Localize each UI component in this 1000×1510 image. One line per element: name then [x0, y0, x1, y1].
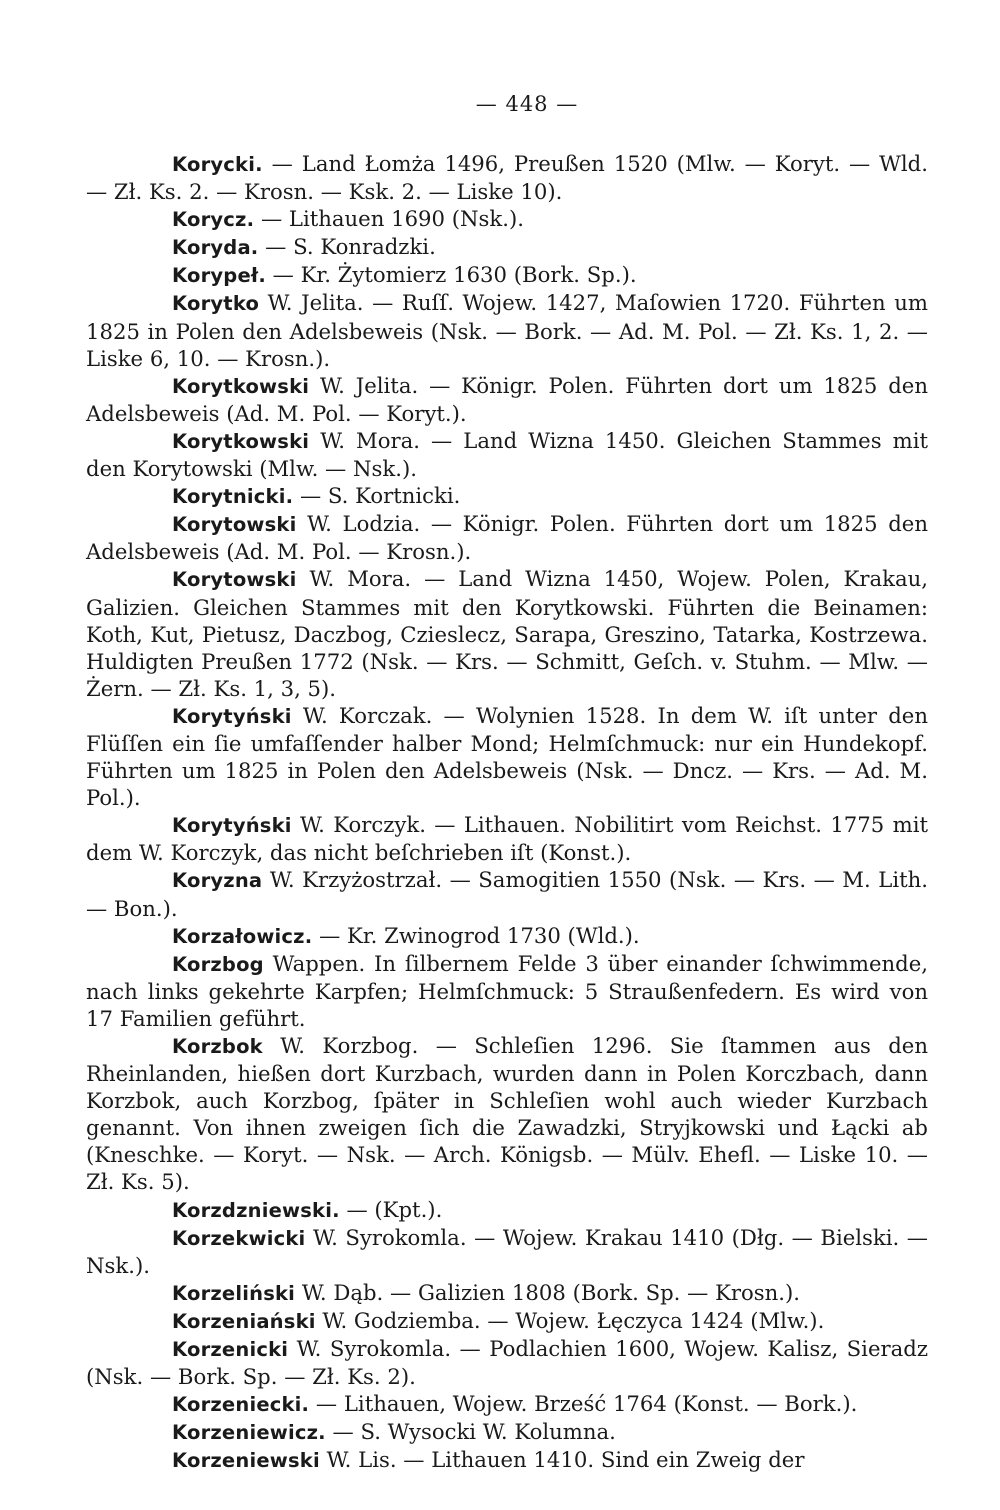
- entry-text: Wappen. In ſilbernem Felde 3 über einander ſchwimmende, nach links gekehrte Karpfen; Helmſchmuck: 5 Straußenfedern. Es wird von 17 Familien geführt.: [86, 950, 928, 1031]
- entry-headword: Korytyński: [172, 814, 292, 838]
- entry-headword: Korytowski: [172, 513, 297, 537]
- entry-headword: Korzałowicz.: [172, 924, 313, 948]
- entry-headword: Korzdzniewski.: [172, 1198, 340, 1222]
- entry-headword: Korzbog: [172, 952, 264, 976]
- entry: [86, 482, 928, 510]
- entry-text: — Land Łomża 1496, Preußen 1520 (Mlw. — Koryt. — Wld. — Zł. Ks. 2. — Krosn. — Ksk. 2. — Liske 10).: [86, 151, 928, 205]
- entry: [86, 205, 928, 233]
- entry-text: W. Mora. — Land Wizna 1450. Gleichen Stammes mit den Korytowski (Mlw. — Nsk.).: [86, 427, 928, 482]
- entry: [86, 1279, 928, 1307]
- entry: [86, 372, 928, 427]
- entry-text: — S. Wysocki W. Kolumna.: [332, 1419, 616, 1445]
- entry: [86, 1224, 928, 1279]
- entry-headword: Korzbok: [172, 1035, 263, 1058]
- entry: [86, 261, 928, 289]
- entry: [86, 233, 928, 261]
- entry-text: W. Godziemba. — Wojew. Łęczyca 1424 (Mlw.).: [322, 1307, 825, 1333]
- entry: [86, 866, 928, 921]
- entry: [86, 1335, 928, 1390]
- entry-headword: Korytowski: [172, 568, 297, 592]
- entry: [86, 427, 928, 482]
- entry-headword: Korzekwicki: [172, 1226, 306, 1250]
- entry: [86, 1032, 928, 1196]
- entry-headword: Koryzna: [172, 869, 263, 893]
- entry-text: — Kr. Żytomierz 1630 (Bork. Sp.).: [272, 262, 637, 288]
- entry-headword: Korytyński: [172, 704, 292, 728]
- entry-text: W. Syrokomla. — Podlachien 1600, Wojew. Kalisz, Sieradz (Nsk. — Bork. Sp. — Zł. Ks. 2).: [86, 1336, 928, 1390]
- entry-text: — Lithauen, Wojew. Brześć 1764 (Konst. — Bork.).: [315, 1391, 858, 1417]
- entry-text: W. Dąb. — Galizien 1808 (Bork. Sp. — Krosn.).: [301, 1279, 801, 1305]
- entry-text: — Kr. Zwinogrod 1730 (Wld.).: [319, 922, 640, 948]
- entry-text: W. Lis. — Lithauen 1410. Sind ein Zweig der: [326, 1447, 805, 1473]
- entry: [86, 289, 928, 371]
- entry-text: W. Syrokomla. — Wojew. Krakau 1410 (Dłg. — Bielski. — Nsk.).: [86, 1224, 928, 1278]
- entry-text: W. Krzyżostrzał. — Samogitien 1550 (Nsk. — Krs. — M. Lith. — Bon.).: [86, 867, 928, 921]
- entry-headword: Korzeniański: [172, 1309, 316, 1333]
- entry: [86, 510, 928, 565]
- entry-headword: Korzeniecki.: [172, 1393, 310, 1417]
- entry-headword: Korytnicki.: [172, 485, 294, 509]
- entry-headword: Koryda.: [172, 236, 259, 260]
- entry-headword: Korzeniewicz.: [172, 1421, 326, 1445]
- entries-list: [86, 150, 928, 1475]
- entry-headword: Korytko: [172, 292, 260, 316]
- entry: [86, 150, 928, 205]
- entry: [86, 565, 928, 701]
- entry-headword: Korzeniewski: [172, 1449, 320, 1473]
- entry-text: W. Korzbog. — Schleſien 1296. Sie ſtammen aus den Rheinlanden, hießen dort Kurzbach, wurden dann in Polen Korczbach, dann Korzbok, auch Korzbog, ſpäter in Schleſien wohl auch wieder Kurzbach genannt. Von ihnen zweigen ſich die Zawadzki, Stryjkowski und Łącki ab (Kneschke. — Koryt. — Nsk. — Arch. Königsb. — Mülv. Ehefl. — Liske 10. — Zł. Ks. 5).: [86, 1033, 928, 1195]
- entry-text: W. Mora. — Land Wizna 1450, Wojew. Polen, Krakau, Galizien. Gleichen Stammes mit den Korytkowski. Führten die Beinamen: Koth, Kut, Pietusz, Daczbog, Czieslecz, Sarapa, Greszino, Tatarka, Kostrzewa. Huldigten Preußen 1772 (Nsk. — Krs. — Schmitt, Geſch. v. Stuhm. — Mlw. — Żern. — Zł. Ks. 1, 3, 5).: [86, 566, 928, 701]
- entry: [86, 950, 928, 1032]
- entry-headword: Korypeł.: [172, 264, 266, 288]
- entry-text: W. Jelita. — Königr. Polen. Führten dort um 1825 den Adelsbeweis (Ad. M. Pol. — Koryt.).: [86, 372, 928, 426]
- entry: [86, 1390, 928, 1418]
- entry-headword: Korzenicki: [172, 1338, 289, 1362]
- entry-text: — S. Konradzki.: [265, 234, 436, 260]
- entry-text: W. Jelita. — Ruſſ. Wojew. 1427, Maſowien 1720. Führten um 1825 in Polen den Adelsbeweis (Nsk. — Bork. — Ad. M. Pol. — Zł. Ks. 1, 2. — Liske 6, 10. — Krosn.).: [86, 290, 928, 371]
- entry: [86, 922, 928, 950]
- entry-headword: Korytkowski: [172, 374, 310, 398]
- page-number: — 448 —: [475, 92, 579, 116]
- entry: [86, 1446, 928, 1474]
- entry-text: W. Korczak. — Wolynien 1528. In dem W. iſt unter den Flüſſen ein ſie umfaſſender halber Mond; Helmſchmuck: nur ein Hundekopf. Führten um 1825 in Polen den Adelsbeweis (Nsk. — Dncz. — Krs. — Ad. M. Pol.).: [86, 702, 928, 811]
- entry: [86, 702, 928, 811]
- entry: [86, 811, 928, 866]
- entry: [86, 1196, 928, 1224]
- entry-text: W. Lodzia. — Königr. Polen. Führten dort um 1825 den Adelsbeweis (Ad. M. Pol. — Krosn.).: [86, 511, 928, 565]
- entry-headword: Korycki.: [172, 153, 263, 176]
- entry-text: — Lithauen 1690 (Nsk.).: [260, 206, 525, 232]
- entry-headword: Korycz.: [172, 208, 255, 232]
- entry-text: — (Kpt.).: [346, 1196, 443, 1222]
- entry-headword: Korytkowski: [172, 429, 310, 453]
- entry-headword: Korzeliński: [172, 1281, 296, 1305]
- entry: [86, 1418, 928, 1446]
- entry-text: — S. Kortnicki.: [299, 483, 461, 509]
- entry: [86, 1307, 928, 1335]
- entry-text: W. Korczyk. — Lithauen. Nobilitirt vom Reichst. 1775 mit dem W. Korczyk, das nicht beſchrieben iſt (Konst.).: [86, 812, 928, 866]
